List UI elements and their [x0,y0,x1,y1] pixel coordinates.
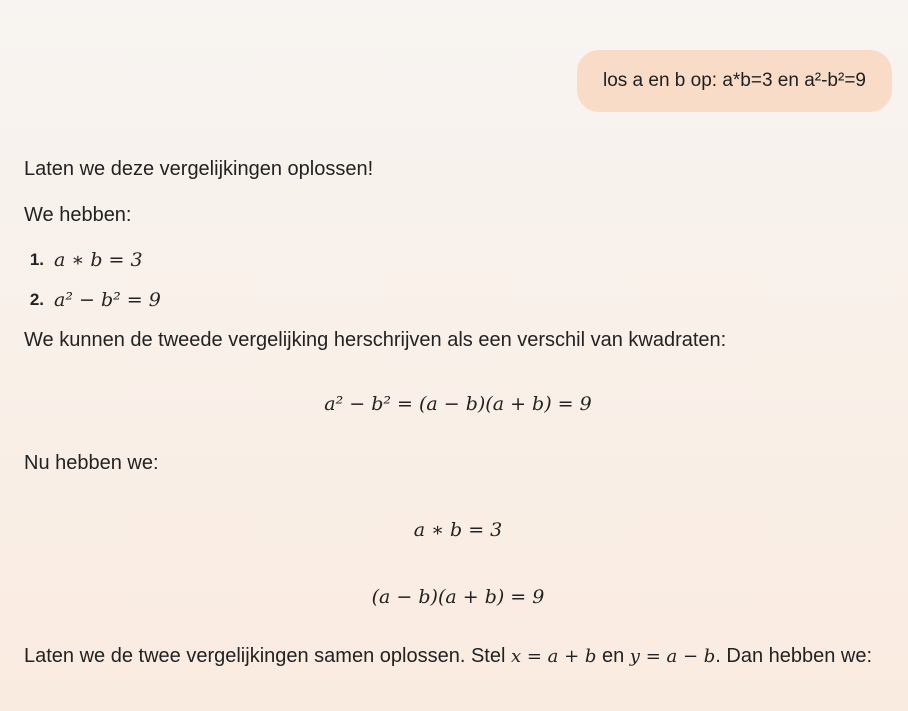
assistant-message [24,155,892,672]
assistant-intro: Laten we deze vergelijkingen oplossen! [24,158,374,180]
equation-list [24,246,892,314]
list-item [24,286,892,314]
solve-text-mid: en [596,645,630,667]
assistant-rewrite-text: We kunnen de tweede vergelijking herschrijven als een verschil van kwadraten: [24,329,727,351]
list-number: 1. [29,250,44,269]
inline-equation-x: x = a + b [510,646,597,667]
list-number: 2. [29,290,44,309]
equation: a² − b² = 9 [54,289,161,311]
display-equation: a ∗ b = 3 [413,519,503,541]
display-equation: a² − b² = (a − b)(a + b) = 9 [324,393,592,415]
equation: a ∗ b = 3 [54,249,143,271]
display-equation: (a − b)(a + b) = 9 [371,586,545,608]
list-item [24,246,892,274]
solve-text-end: . Dan hebben we: [715,645,873,667]
assistant-solve-text [24,641,892,672]
assistant-have-label: We hebben: [24,204,132,226]
inline-equation-y: y = a − b [629,646,716,667]
solve-text-start: Laten we de twee vergelijkingen samen oplossen. Stel [24,645,511,667]
assistant-now-have: Nu hebben we: [24,452,159,474]
user-message-row [577,50,892,112]
user-message-bubble: los a en b op: a*b=3 en a²-b²=9 [577,50,892,112]
